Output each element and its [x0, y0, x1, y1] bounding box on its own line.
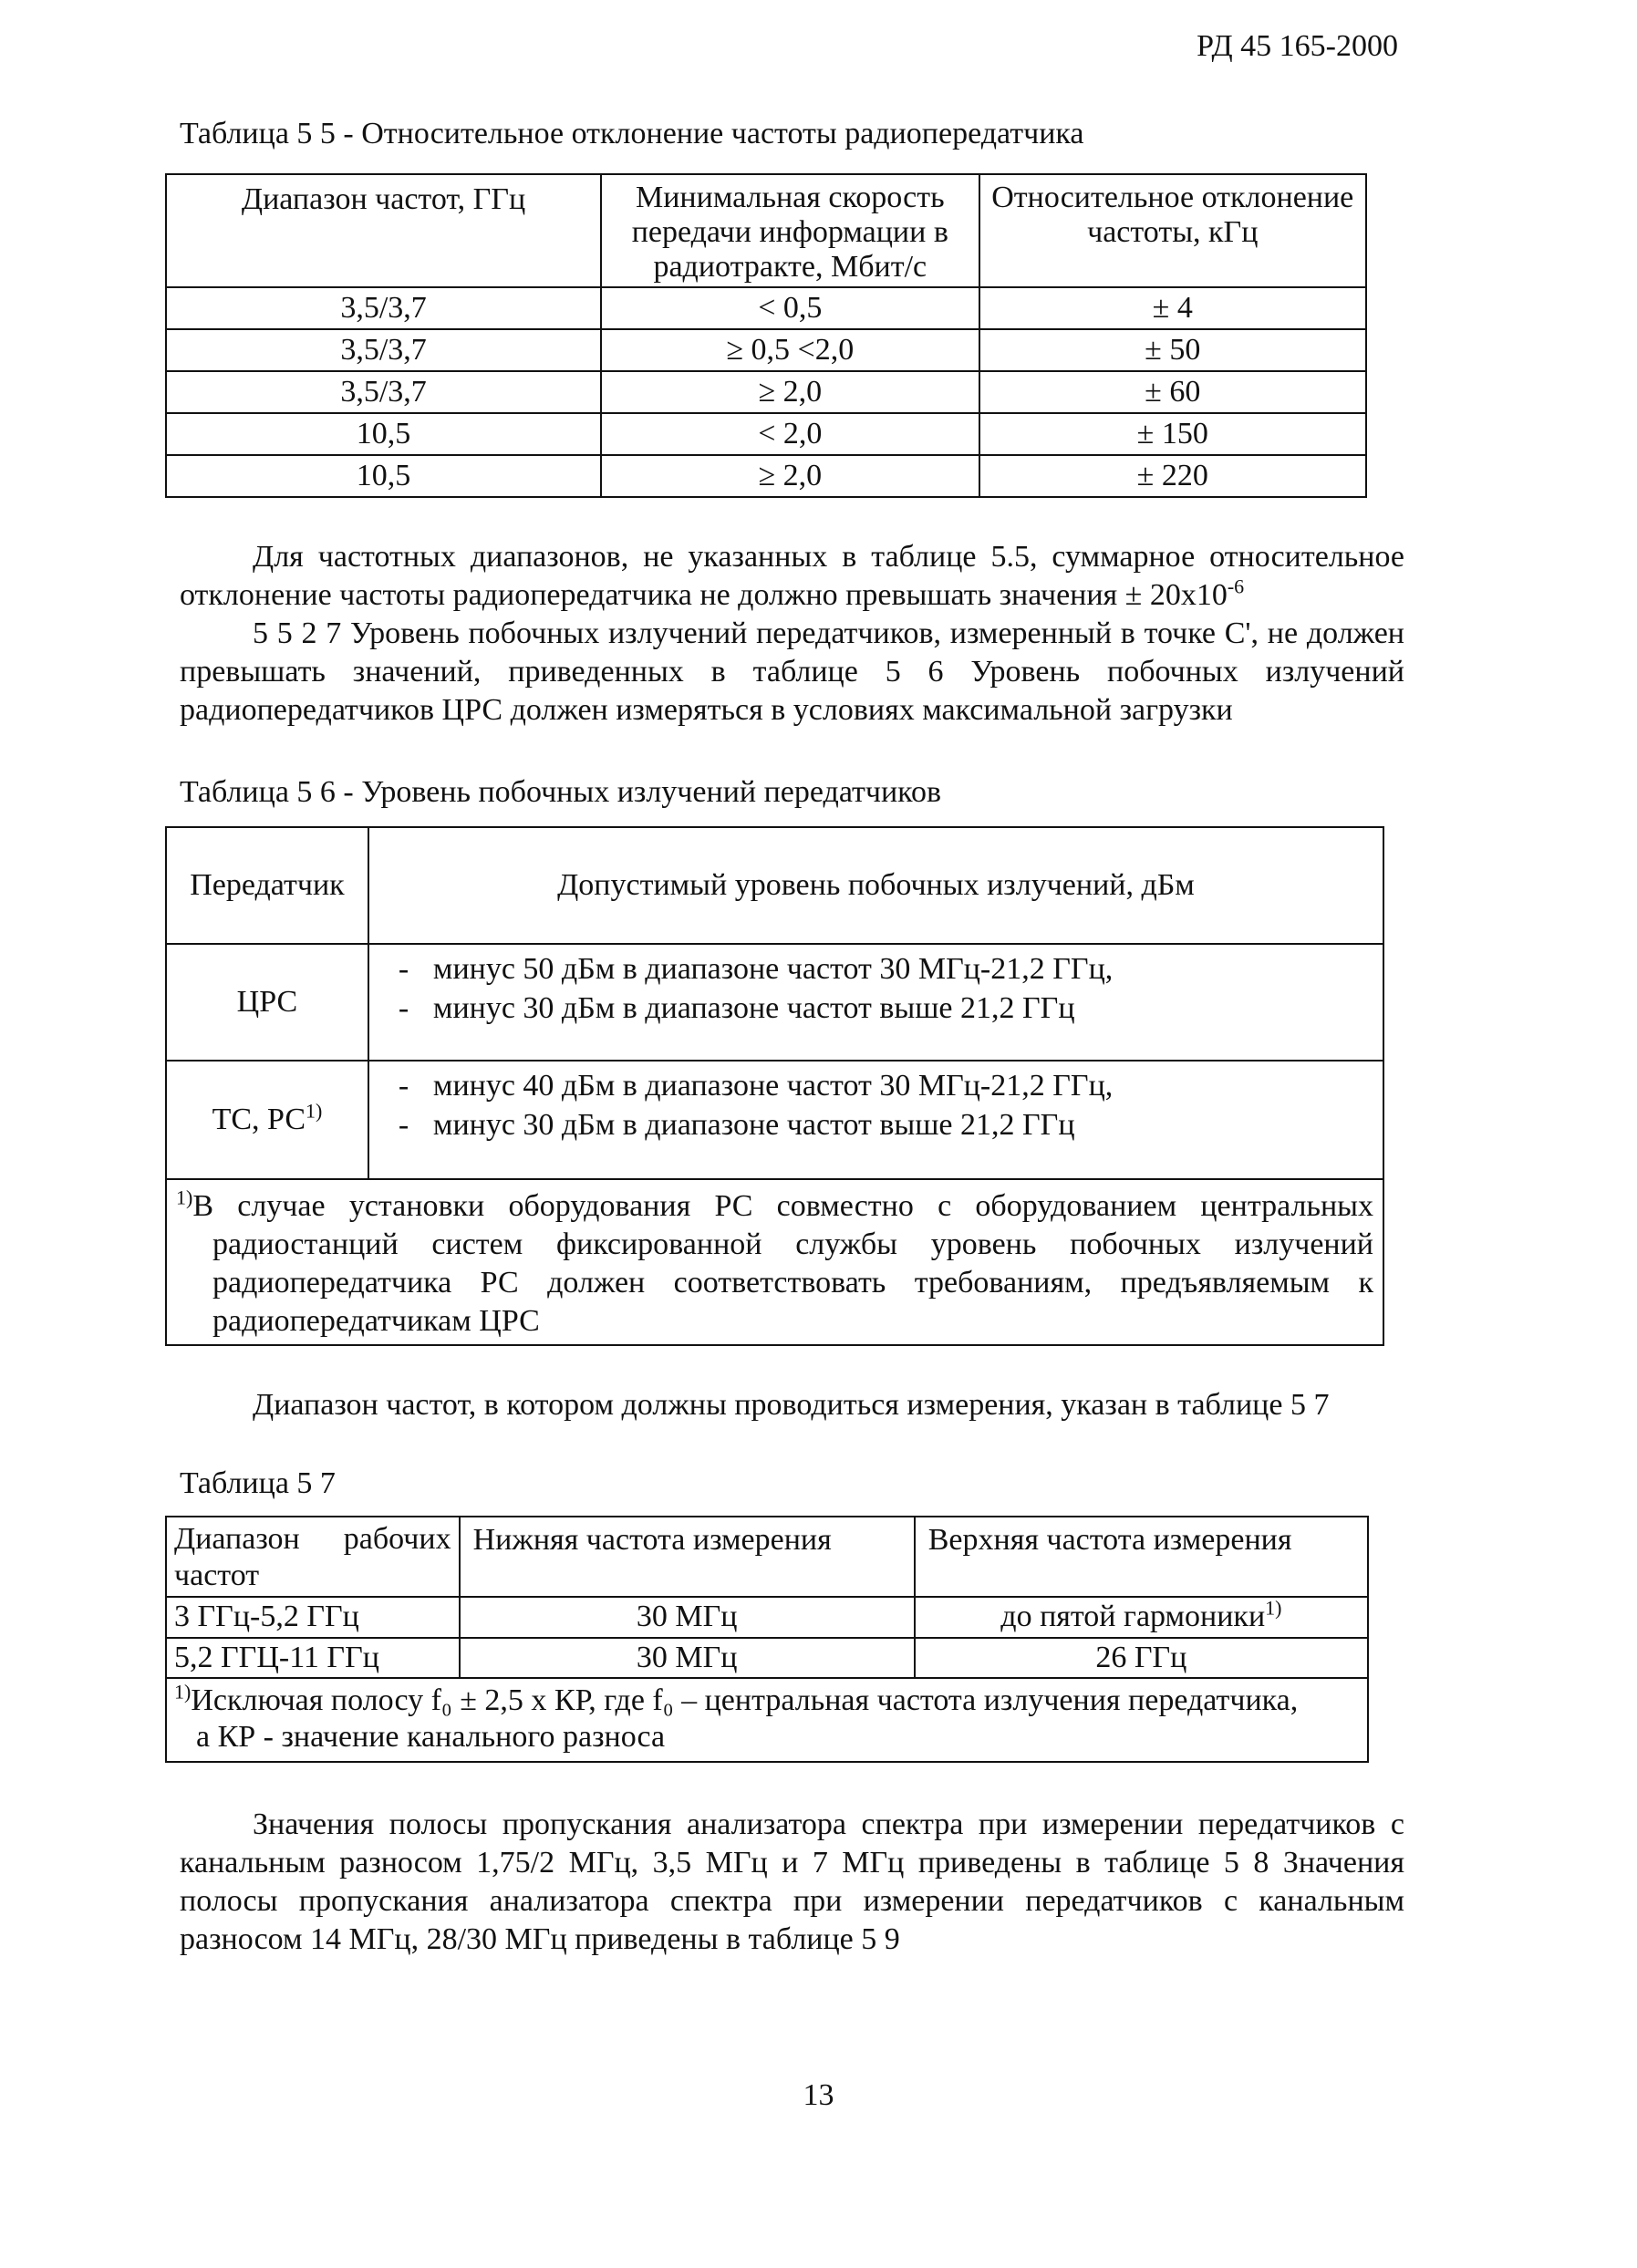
- footnote-line: а КР - значение канального разноса: [196, 1720, 666, 1754]
- table-cell: ≥ 0,5 <2,0: [601, 329, 979, 371]
- table-cell: [166, 1061, 368, 1179]
- list-item: - минус 40 дБм в диапазоне частот 30 МГц-21,2 ГГц,: [399, 1067, 1375, 1106]
- table-cell: ≥ 2,0: [601, 455, 979, 497]
- table-cell: < 2,0: [601, 413, 979, 455]
- table-cell: [368, 1061, 1383, 1179]
- paragraph: [180, 538, 1404, 615]
- table-cell: 26 ГГц: [915, 1638, 1368, 1679]
- table-row: [166, 413, 1366, 455]
- table-cell: ± 150: [979, 413, 1366, 455]
- footnote-text: Исключая полосу f₀ ± 2,5 х КР, где f₀ – центральная частота излучения передатчика,: [191, 1683, 1299, 1717]
- table-footnote-row: [166, 1179, 1383, 1345]
- footnote-mark: 1): [1265, 1596, 1282, 1620]
- document-code: РД 45 165-2000: [1197, 29, 1398, 63]
- table-cell: ± 4: [979, 287, 1366, 329]
- table-cell: [368, 944, 1383, 1061]
- table-cell: ± 50: [979, 329, 1366, 371]
- paragraph-text: Для частотных диапазонов, не указанных в таблице 5.5, суммарное относительное отклонение частоты радиопередатчика не должно превышать значения ± 20х10: [180, 540, 1404, 612]
- footnote-line: [174, 1680, 1360, 1719]
- table-cell: ± 60: [979, 371, 1366, 413]
- table-cell: 3,5/3,7: [166, 287, 601, 329]
- column-header: Относительное отклонение частоты, кГц: [979, 174, 1366, 287]
- table-cell: 10,5: [166, 413, 601, 455]
- paragraph-block-3: [180, 1806, 1404, 1959]
- table-cell: 3,5/3,7: [166, 371, 601, 413]
- column-header: Передатчик: [166, 827, 368, 944]
- table-5-7-caption: Таблица 5 7: [180, 1466, 336, 1500]
- column-header: Минимальная скорость передачи информации в радиотракте, Мбит/с: [601, 174, 979, 287]
- table-cell: 5,2 ГГЦ-11 ГГц: [166, 1638, 460, 1679]
- column-header: Диапазон рабочих частот: [166, 1517, 460, 1597]
- table-5-7: [165, 1516, 1369, 1763]
- table-row: [166, 329, 1366, 371]
- table-cell: [166, 944, 368, 1061]
- footnote-text: В случае установки оборудования РС совместно с оборудованием центральных радиостанций систем фиксированной службы уровень побочных излучений радиопередатчика РС должен соответствовать требованиям, предъявляемым к радиопередатчикам ЦРС: [192, 1189, 1373, 1338]
- list-item: - минус 30 дБм в диапазоне частот выше 21,2 ГГц: [399, 989, 1375, 1029]
- dash-list: [377, 950, 1375, 1028]
- table-footnote: [166, 1678, 1368, 1762]
- table-cell: ≥ 2,0: [601, 371, 979, 413]
- table-header-row: [166, 1517, 1368, 1597]
- footnote-mark: 1): [306, 1099, 323, 1123]
- table-cell: < 0,5: [601, 287, 979, 329]
- paragraph: Диапазон частот, в котором должны проводиться измерения, указан в таблице 5 7: [253, 1388, 1330, 1422]
- table-cell: 30 МГц: [460, 1638, 915, 1679]
- table-cell: [915, 1597, 1368, 1638]
- table-cell: 30 МГц: [460, 1597, 915, 1638]
- paragraph-5527: 5 5 2 7 Уровень побочных излучений передатчиков, измеренный в точке С', не должен превышать значений, приведенных в таблице 5 6 Уровень побочных излучений радиопередатчиков ЦРС должен измеряться в условиях максимальной загрузки: [180, 616, 1404, 727]
- table-row: [166, 455, 1366, 497]
- table-5-6-caption: Таблица 5 6 - Уровень побочных излучений передатчиков: [180, 775, 942, 809]
- page-number: 13: [803, 2078, 834, 2112]
- table-cell: 10,5: [166, 455, 601, 497]
- table-cell: 3,5/3,7: [166, 329, 601, 371]
- footnote-body: [176, 1187, 1373, 1341]
- table-footnote-row: [166, 1678, 1368, 1762]
- superscript: -6: [1227, 575, 1245, 598]
- table-row: [166, 287, 1366, 329]
- list-item: - минус 30 дБм в диапазоне частот выше 21,2 ГГц: [399, 1106, 1375, 1145]
- footnote-mark: 1): [176, 1186, 193, 1209]
- footnote-mark: 1): [174, 1680, 192, 1704]
- table-cell: 3 ГГц-5,2 ГГц: [166, 1597, 460, 1638]
- column-header: Диапазон частот, ГГц: [166, 174, 601, 287]
- table-row: [166, 1597, 1368, 1638]
- paragraph-block-2: [180, 1386, 1404, 1424]
- table-row: [166, 371, 1366, 413]
- table-5-5: [165, 173, 1367, 498]
- paragraph-block-1: [180, 538, 1404, 730]
- column-header: Верхняя частота измерения: [915, 1517, 1368, 1597]
- table-header-row: [166, 174, 1366, 287]
- table-row: [166, 1061, 1383, 1179]
- paragraph: Значения полосы пропускания анализатора спектра при измерении передатчиков с канальным разносом 1,75/2 МГц, 3,5 МГц и 7 МГц приведены в таблице 5 8 Значения полосы пропускания анализатора спектра при измерении передатчиков с канальным разносом 14 МГц, 28/30 МГц приведены в таблице 5 9: [180, 1807, 1404, 1956]
- table-5-5-caption: Таблица 5 5 - Относительное отклонение частоты радиопередатчика: [180, 117, 1084, 150]
- table-row: [166, 1638, 1368, 1679]
- table-cell: ± 220: [979, 455, 1366, 497]
- transmitter-label: ТС, РС: [212, 1102, 306, 1136]
- transmitter-label: ЦРС: [236, 984, 298, 1019]
- cell-text: до пятой гармоники: [1000, 1600, 1266, 1633]
- column-header: Допустимый уровень побочных излучений, дБм: [368, 827, 1383, 944]
- table-header-row: [166, 827, 1383, 944]
- dash-list: [377, 1067, 1375, 1144]
- list-item: - минус 50 дБм в диапазоне частот 30 МГц-21,2 ГГц,: [399, 950, 1375, 989]
- column-header: Нижняя частота измерения: [460, 1517, 915, 1597]
- table-row: [166, 944, 1383, 1061]
- table-footnote: [166, 1179, 1383, 1345]
- table-5-6: [165, 826, 1384, 1346]
